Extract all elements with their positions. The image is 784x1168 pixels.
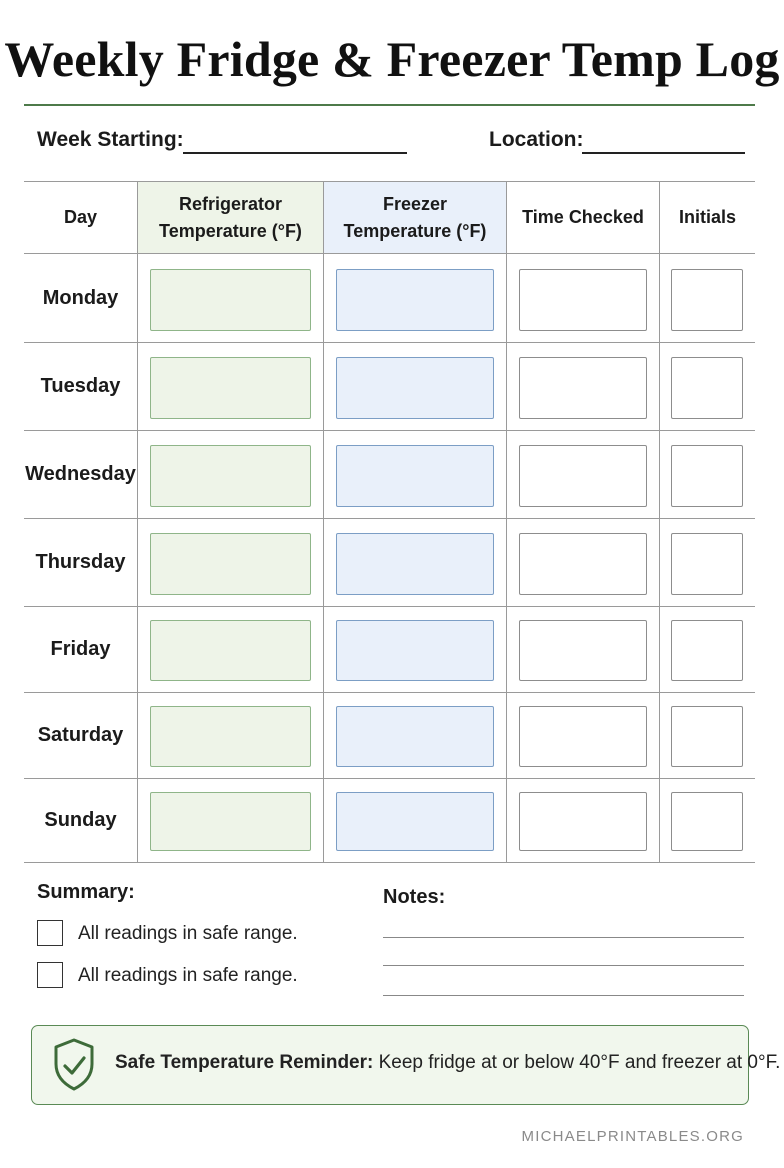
reminder-body: Keep fridge at or below 40°F and freezer at 0°F. <box>373 1052 781 1073</box>
time-checked-input[interactable] <box>519 445 647 507</box>
initials-input[interactable] <box>671 445 743 507</box>
header-initials: Initials <box>678 207 736 227</box>
fridge-temp-input[interactable] <box>150 269 311 331</box>
freezer-temp-input[interactable] <box>336 706 494 767</box>
initials-input[interactable] <box>671 620 743 681</box>
time-checked-input[interactable] <box>519 706 647 767</box>
title-divider <box>24 104 755 106</box>
freezer-temp-input[interactable] <box>336 533 494 595</box>
shield-check-icon <box>52 1038 96 1092</box>
summary-checkbox[interactable] <box>37 962 63 988</box>
notes-line[interactable] <box>383 965 744 966</box>
reminder-title: Safe Temperature Reminder: <box>115 1052 374 1073</box>
notes-line[interactable] <box>383 995 744 996</box>
time-checked-input[interactable] <box>519 792 647 851</box>
initials-input[interactable] <box>671 706 743 767</box>
fridge-temp-input[interactable] <box>150 357 311 419</box>
header-time-checked: Time Checked <box>522 207 644 227</box>
location-field[interactable] <box>582 152 745 154</box>
initials-input[interactable] <box>671 792 743 851</box>
day-label-sunday: Sunday <box>44 809 117 831</box>
table-line <box>24 862 755 863</box>
header-day: Day <box>63 207 98 227</box>
footer-site: MICHAELPRINTABLES.ORG <box>521 1128 744 1145</box>
summary-checkbox[interactable] <box>37 920 63 946</box>
initials-input[interactable] <box>671 357 743 419</box>
time-checked-input[interactable] <box>519 620 647 681</box>
header-freezer-temperature: Freezer Temperature (°F) <box>343 193 487 241</box>
freezer-temp-input[interactable] <box>336 620 494 681</box>
safe-temperature-reminder <box>31 1025 781 1105</box>
day-label-monday: Monday <box>42 286 119 309</box>
time-checked-input[interactable] <box>519 269 647 331</box>
freezer-temp-input[interactable] <box>336 792 494 851</box>
summary-label: Summary: <box>37 881 135 903</box>
fridge-temp-input[interactable] <box>150 620 311 681</box>
table-line <box>659 181 660 862</box>
header-fridge-temperature: Refrigerator Temperature (°F) <box>159 193 302 241</box>
initials-input[interactable] <box>671 269 743 331</box>
time-checked-input[interactable] <box>519 357 647 419</box>
day-label-tuesday: Tuesday <box>40 375 121 397</box>
day-label-thursday: Thursday <box>35 551 126 573</box>
fridge-temp-input[interactable] <box>150 706 311 767</box>
week-starting-field[interactable] <box>183 152 407 154</box>
table-line <box>323 181 324 862</box>
day-label-saturday: Saturday <box>37 724 124 746</box>
fridge-temp-input[interactable] <box>150 533 311 595</box>
freezer-temp-input[interactable] <box>336 445 494 507</box>
notes-label: Notes: <box>383 886 446 908</box>
freezer-temp-input[interactable] <box>336 357 494 419</box>
reminder-text <box>115 1052 780 1074</box>
time-checked-input[interactable] <box>519 533 647 595</box>
fridge-temp-input[interactable] <box>150 792 311 851</box>
summary-checkbox-label: All readings in safe range. <box>78 923 298 944</box>
table-line <box>137 181 138 862</box>
notes-line[interactable] <box>383 937 744 938</box>
summary-checkbox-label: All readings in safe range. <box>78 965 298 986</box>
table-line <box>506 181 507 862</box>
day-label-friday: Friday <box>50 638 111 660</box>
week-starting-label: Week Starting: <box>37 128 184 151</box>
day-label-wednesday: Wednesday <box>25 463 136 485</box>
page-title: Weekly Fridge & Freezer Temp Log <box>4 31 780 87</box>
location-label: Location: <box>489 128 584 151</box>
fridge-temp-input[interactable] <box>150 445 311 507</box>
initials-input[interactable] <box>671 533 743 595</box>
freezer-temp-input[interactable] <box>336 269 494 331</box>
